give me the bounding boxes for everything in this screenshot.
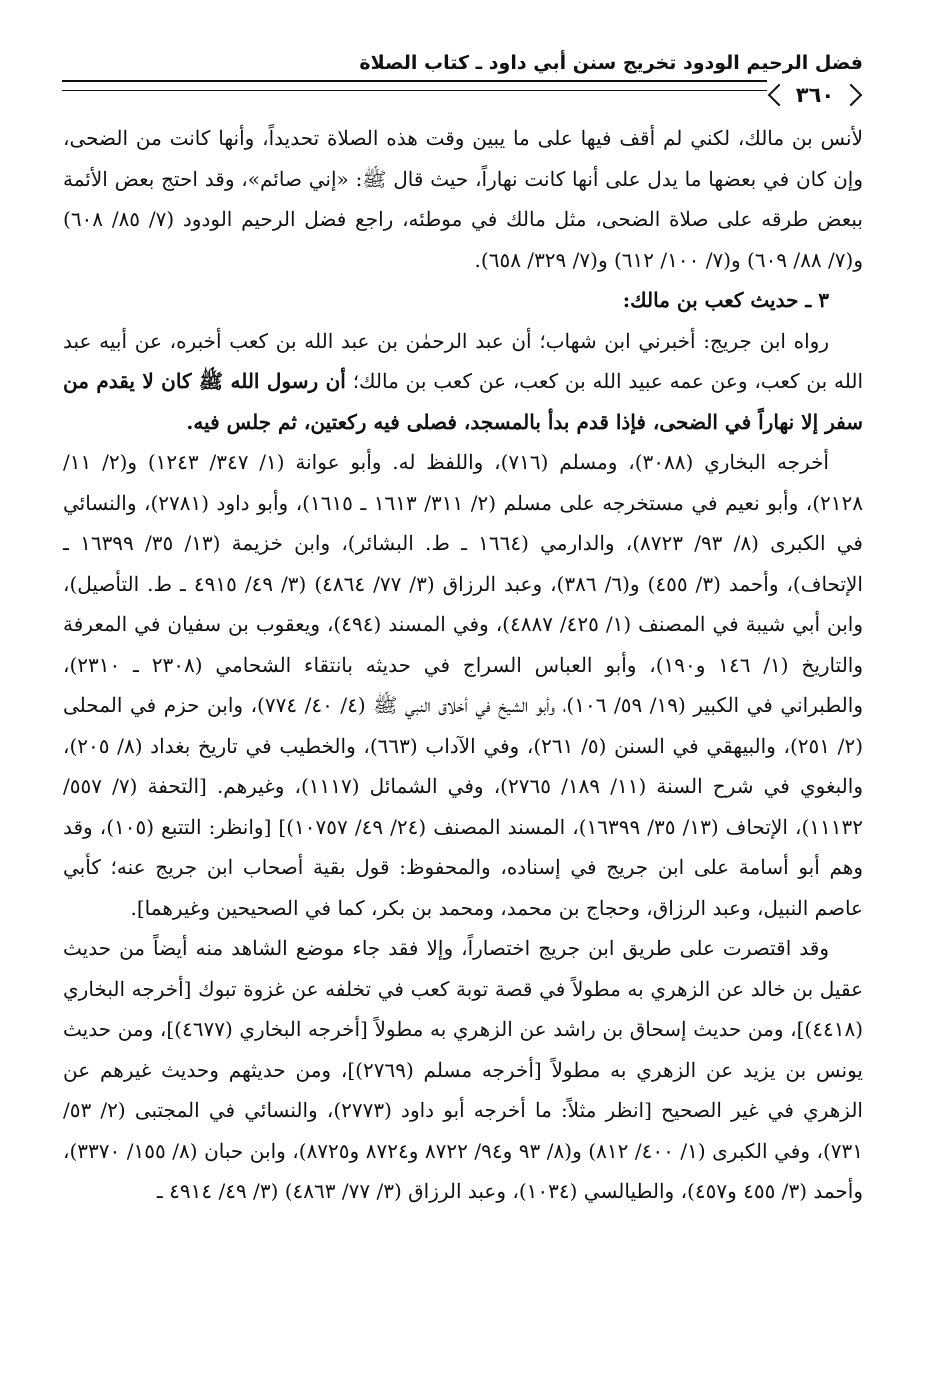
header-title: فضل الرحيم الودود تخريج سنن أبي داود ـ كتاب الصلاة <box>359 52 863 74</box>
paragraph-additional-routes: وقد اقتصرت على طريق ابن جريج اختصاراً، وإلا فقد جاء موضع الشاهد منه أيضاً من حديث عقيل بن خالد عن الزهري به مطولاً في قصة توبة كعب في تخلفه عن غزوة تبوك [أخرجه البخاري (٤٤١٨)]، ومن حديث إسحاق بن راشد عن الزهري به مطولاً [أخرجه البخاري (٤٦٧٧)]، ومن حديث يونس بن يزيد عن الزهري به مطولاً [أخرجه مسلم (٢٧٦٩)]، ومن حديثهم وحديث غيرهم عن الزهري في غير الصحيح [انظر مثلاً: ما أخرجه أبو داود (٢٧٧٣)، والنسائي في المجتبى (٢/ ٥٣/ ٧٣١)، وفي الكبرى (١/ ٤٠٠/ ٨١٢) و(٨/ ٩٣ و٩٤/ ٨٧٢٢ و٨٧٢٤ و٨٧٢٥)، وابن حبان (٨/ ١٥٥/ ٣٣٧٠)، وأحمد (٣/ ٤٥٥ و٤٥٧)، والطيالسي (١٠٣٤)، وعبد الرزاق (٣/ ٧٧/ ٤٨٦٣) (٣/ ٤٩/ ٤٩١٤ ـ <box>63 936 863 1203</box>
running-head <box>62 40 863 107</box>
paragraph-intro: لأنس بن مالك، لكني لم أقف فيها على ما يبين وقت هذه الصلاة تحديداً، وأنها كانت من الضحى، وإن كان في بعضها ما يدل على أنها كانت نهاراً، حيث قال ﷺ: «إني صائم»، وقد احتج بعض الأئمة ببعض طرقه على صلاة الضحى، مثل مالك في موطئه، راجع فضل الرحيم الودود (٧/ ٨٥/ ٦٠٨) و(٧/ ٨٨/ ٦٠٩) و(٧/ ١٠٠/ ٦١٢) و(٧/ ٣٢٩/ ٦٥٨). <box>63 126 863 272</box>
section-heading: ٣ ـ حديث كعب بن مالك: <box>622 288 829 312</box>
hadith-isnad: رواه ابن جريج: أخبرني ابن شهاب؛ أن عبد الرحمٰن بن عبد الله بن كعب أخبره، عن أبيه عبد الله بن كعب، وعن عمه عبيد الله بن كعب، عن كعب بن مالك؛ <box>63 328 864 393</box>
main-text <box>63 118 863 1212</box>
paragraph-takhrij: أخرجه البخاري (٣٠٨٨)، ومسلم (٧١٦)، واللفظ له. وأبو عوانة (١/ ٣٤٧/ ١٢٤٣) و(٢/ ١١/ ٢١٢٨)، وأبو نعيم في مستخرجه على مسلم (٢/ ٣١١/ ١٦١٣ ـ ١٦١٥)، وأبو داود (٢٧٨١)، والنسائي في الكبرى (٨/ ٩٣/ ٨٧٢٣)، والدارمي (١٦٦٤ ـ ط. البشائر)، وابن خزيمة (١٣/ ٣٥/ ١٦٣٩٩ ـ الإتحاف)، وأحمد (٣/ ٤٥٥) و(٦/ ٣٨٦)، وعبد الرزاق (٣/ ٧٧/ ٤٨٦٤) (٣/ ٤٩/ ٤٩١٥ ـ ط. التأصيل)، وابن أبي شيبة في المصنف (١/ ٤٢٥/ ٤٨٨٧)، وفي المسند (٤٩٤)، ويعقوب بن سفيان في المعرفة والتاريخ (١/ ١٤٦ و١٩٠)، وأبو العباس السراج في حديثه بانتقاء الشحامي (٢٣٠٨ ـ ٢٣١٠)، والطبراني في الكبير (١٩/ ٥٩/ ١٠٦)، وأبو الشيخ في أخلاق النبي ﷺ (٤/ ٤٠/ ٧٧٤)، وابن حزم في المحلى (٢/ ٢٥١)، والبيهقي في السنن (٥/ ٢٦١)، وفي الآداب (٦٦٣)، والخطيب في تاريخ بغداد (٨/ ٢٠٥)، والبغوي في شرح السنة (١١/ ١٨٩/ ٢٧٦٥)، وفي الشمائل (١١١٧)، وغيرهم. [التحفة (٧/ ٥٥٧/ ١١١٣٢)، الإتحاف (١٣/ ٣٥/ ١٦٣٩٩)، المسند المصنف (٢٤/ ٤٩/ ١٠٧٥٧)] [وانظر: التتبع (١٠٥)، وقد وهم أبو أسامة على ابن جريج في إسناده، والمحفوظ: قول بقية أصحاب ابن جريج عنه؛ كأبي عاصم النبيل، وعبد الرزاق، وحجاج بن محمد، ومحمد بن بكر، كما في الصحيحين وغيرهما]. <box>63 450 863 920</box>
hadith-matn: أن رسول الله ﷺ كان لا يقدم من سفر إلا نهاراً في الضحى، فإذا قدم بدأ بالمسجد، فصلى فيه ركعتين، ثم جلس فيه. <box>63 369 863 434</box>
hadith-paragraph <box>63 321 863 443</box>
header-rule <box>62 80 863 91</box>
page-number: ٣٦٠ <box>767 78 863 112</box>
